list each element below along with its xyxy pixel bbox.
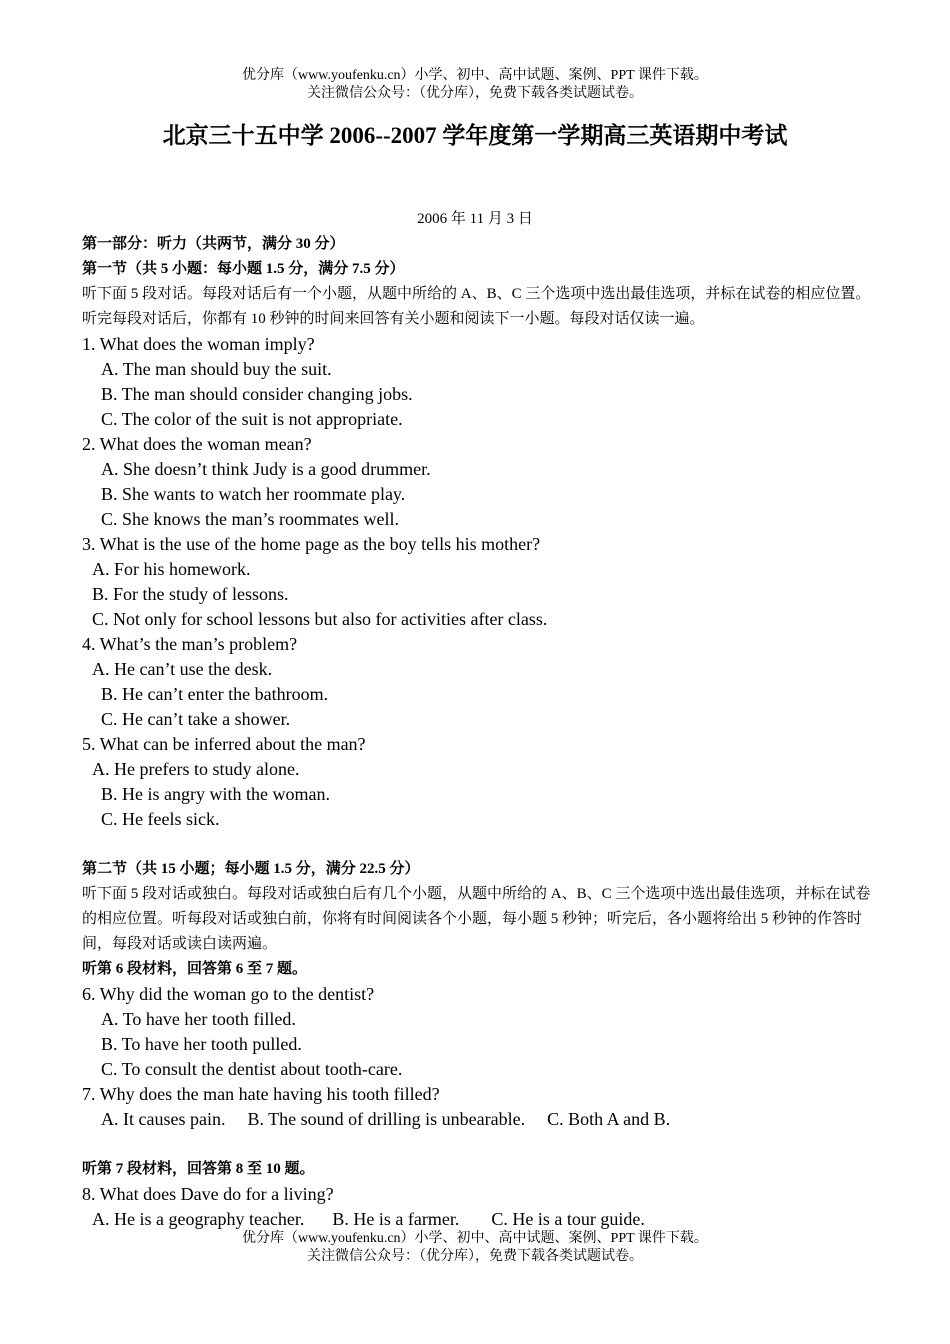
option-a: A. She doesn’t think Judy is a good drummer.	[101, 459, 431, 479]
footer-line-2: 关注微信公众号：（优分库），免费下载各类试题试卷。	[307, 1249, 643, 1264]
question-text: 7. Why does the man hate having his tooth filled?	[82, 1084, 440, 1104]
header-line-2: 关注微信公众号：（优分库），免费下载各类试题试卷。	[307, 86, 643, 101]
option-b: B. She wants to watch her roommate play.	[101, 484, 406, 504]
question-6	[82, 982, 882, 1082]
question-1	[82, 332, 882, 432]
option-a: A. He prefers to study alone.	[92, 759, 300, 779]
group6-heading: 听第 6 段材料，回答第 6 至 7 题。	[82, 961, 308, 977]
option-a: A. He is a geography teacher.	[92, 1209, 305, 1229]
option-c: C. Not only for school lessons but also for activities after class.	[92, 609, 548, 629]
option-c: C. The color of the suit is not appropriate.	[101, 409, 403, 429]
option-c: C. He feels sick.	[101, 809, 220, 829]
question-text: 2. What does the woman mean?	[82, 434, 312, 454]
page-footer	[0, 1230, 950, 1266]
spacer	[82, 832, 882, 857]
page-title: 北京三十五中学 2006--2007 学年度第一学期高三英语期中考试	[162, 123, 788, 148]
option-b: B. He is a farmer.	[332, 1209, 460, 1229]
question-3	[82, 532, 882, 632]
header-line-1: 优分库（www.youfenku.cn）小学、初中、高中试题、案例、PPT 课件下载。	[242, 68, 708, 83]
option-c: C. Both A and B.	[547, 1109, 671, 1129]
spacer	[82, 1132, 882, 1157]
option-a: A. To have her tooth filled.	[101, 1009, 296, 1029]
option-c: C. To consult the dentist about tooth-care.	[101, 1059, 403, 1079]
option-a: A. For his homework.	[92, 559, 251, 579]
option-b: B. The sound of drilling is unbearable.	[247, 1109, 526, 1129]
exam-date: 2006 年 11 月 3 日	[417, 211, 533, 227]
options-row	[82, 1107, 882, 1132]
question-text: 8. What does Dave do for a living?	[82, 1184, 334, 1204]
section2-heading: 第二节（共 15 小题；每小题 1.5 分，满分 22.5 分）	[82, 861, 420, 877]
option-c: C. He can’t take a shower.	[101, 709, 291, 729]
question-8	[82, 1182, 882, 1232]
option-b: B. To have her tooth pulled.	[101, 1034, 302, 1054]
option-c: C. He is a tour guide.	[491, 1209, 645, 1229]
option-a: A. The man should buy the suit.	[101, 359, 332, 379]
page-header	[0, 67, 950, 103]
question-text: 1. What does the woman imply?	[82, 334, 315, 354]
exam-content	[82, 232, 882, 1232]
question-4	[82, 632, 882, 732]
question-text: 5. What can be inferred about the man?	[82, 734, 366, 754]
option-c: C. She knows the man’s roommates well.	[101, 509, 399, 529]
section2-instruction: 听下面 5 段对话或独白。每段对话或独白后有几个小题，从题中所给的 A、B、C 三个选项中选出最佳选项，并标在试卷的相应位置。听每段对话或独白前，你将有时间阅读各个小题，每小题 5 秒钟；听完后，各小题将给出 5 秒钟的作答时间，每段对话或读白读两遍。	[82, 886, 871, 952]
options-row	[82, 1207, 882, 1232]
option-b: B. He can’t enter the bathroom.	[101, 684, 329, 704]
question-2	[82, 432, 882, 532]
question-text: 3. What is the use of the home page as the boy tells his mother?	[82, 534, 541, 554]
question-7	[82, 1082, 882, 1132]
option-a: A. It causes pain.	[101, 1109, 226, 1129]
question-text: 4. What’s the man’s problem?	[82, 634, 298, 654]
section1-instruction: 听下面 5 段对话。每段对话后有一个小题，从题中所给的 A、B、C 三个选项中选出最佳选项，并标在试卷的相应位置。听完每段对话后，你都有 10 秒钟的时间来回答有关小题和阅读下一小题。每段对话仅读一遍。	[82, 286, 871, 327]
section1-heading: 第一节（共 5 小题：每小题 1.5 分，满分 7.5 分）	[82, 261, 405, 277]
part1-heading: 第一部分：听力（共两节，满分 30 分）	[82, 236, 345, 252]
option-b: B. The man should consider changing jobs.	[101, 384, 413, 404]
option-b: B. He is angry with the woman.	[101, 784, 330, 804]
footer-line-1: 优分库（www.youfenku.cn）小学、初中、高中试题、案例、PPT 课件下载。	[242, 1231, 708, 1246]
question-text: 6. Why did the woman go to the dentist?	[82, 984, 375, 1004]
group7-heading: 听第 7 段材料，回答第 8 至 10 题。	[82, 1161, 315, 1177]
option-b: B. For the study of lessons.	[92, 584, 289, 604]
question-5	[82, 732, 882, 832]
option-a: A. He can’t use the desk.	[92, 659, 273, 679]
